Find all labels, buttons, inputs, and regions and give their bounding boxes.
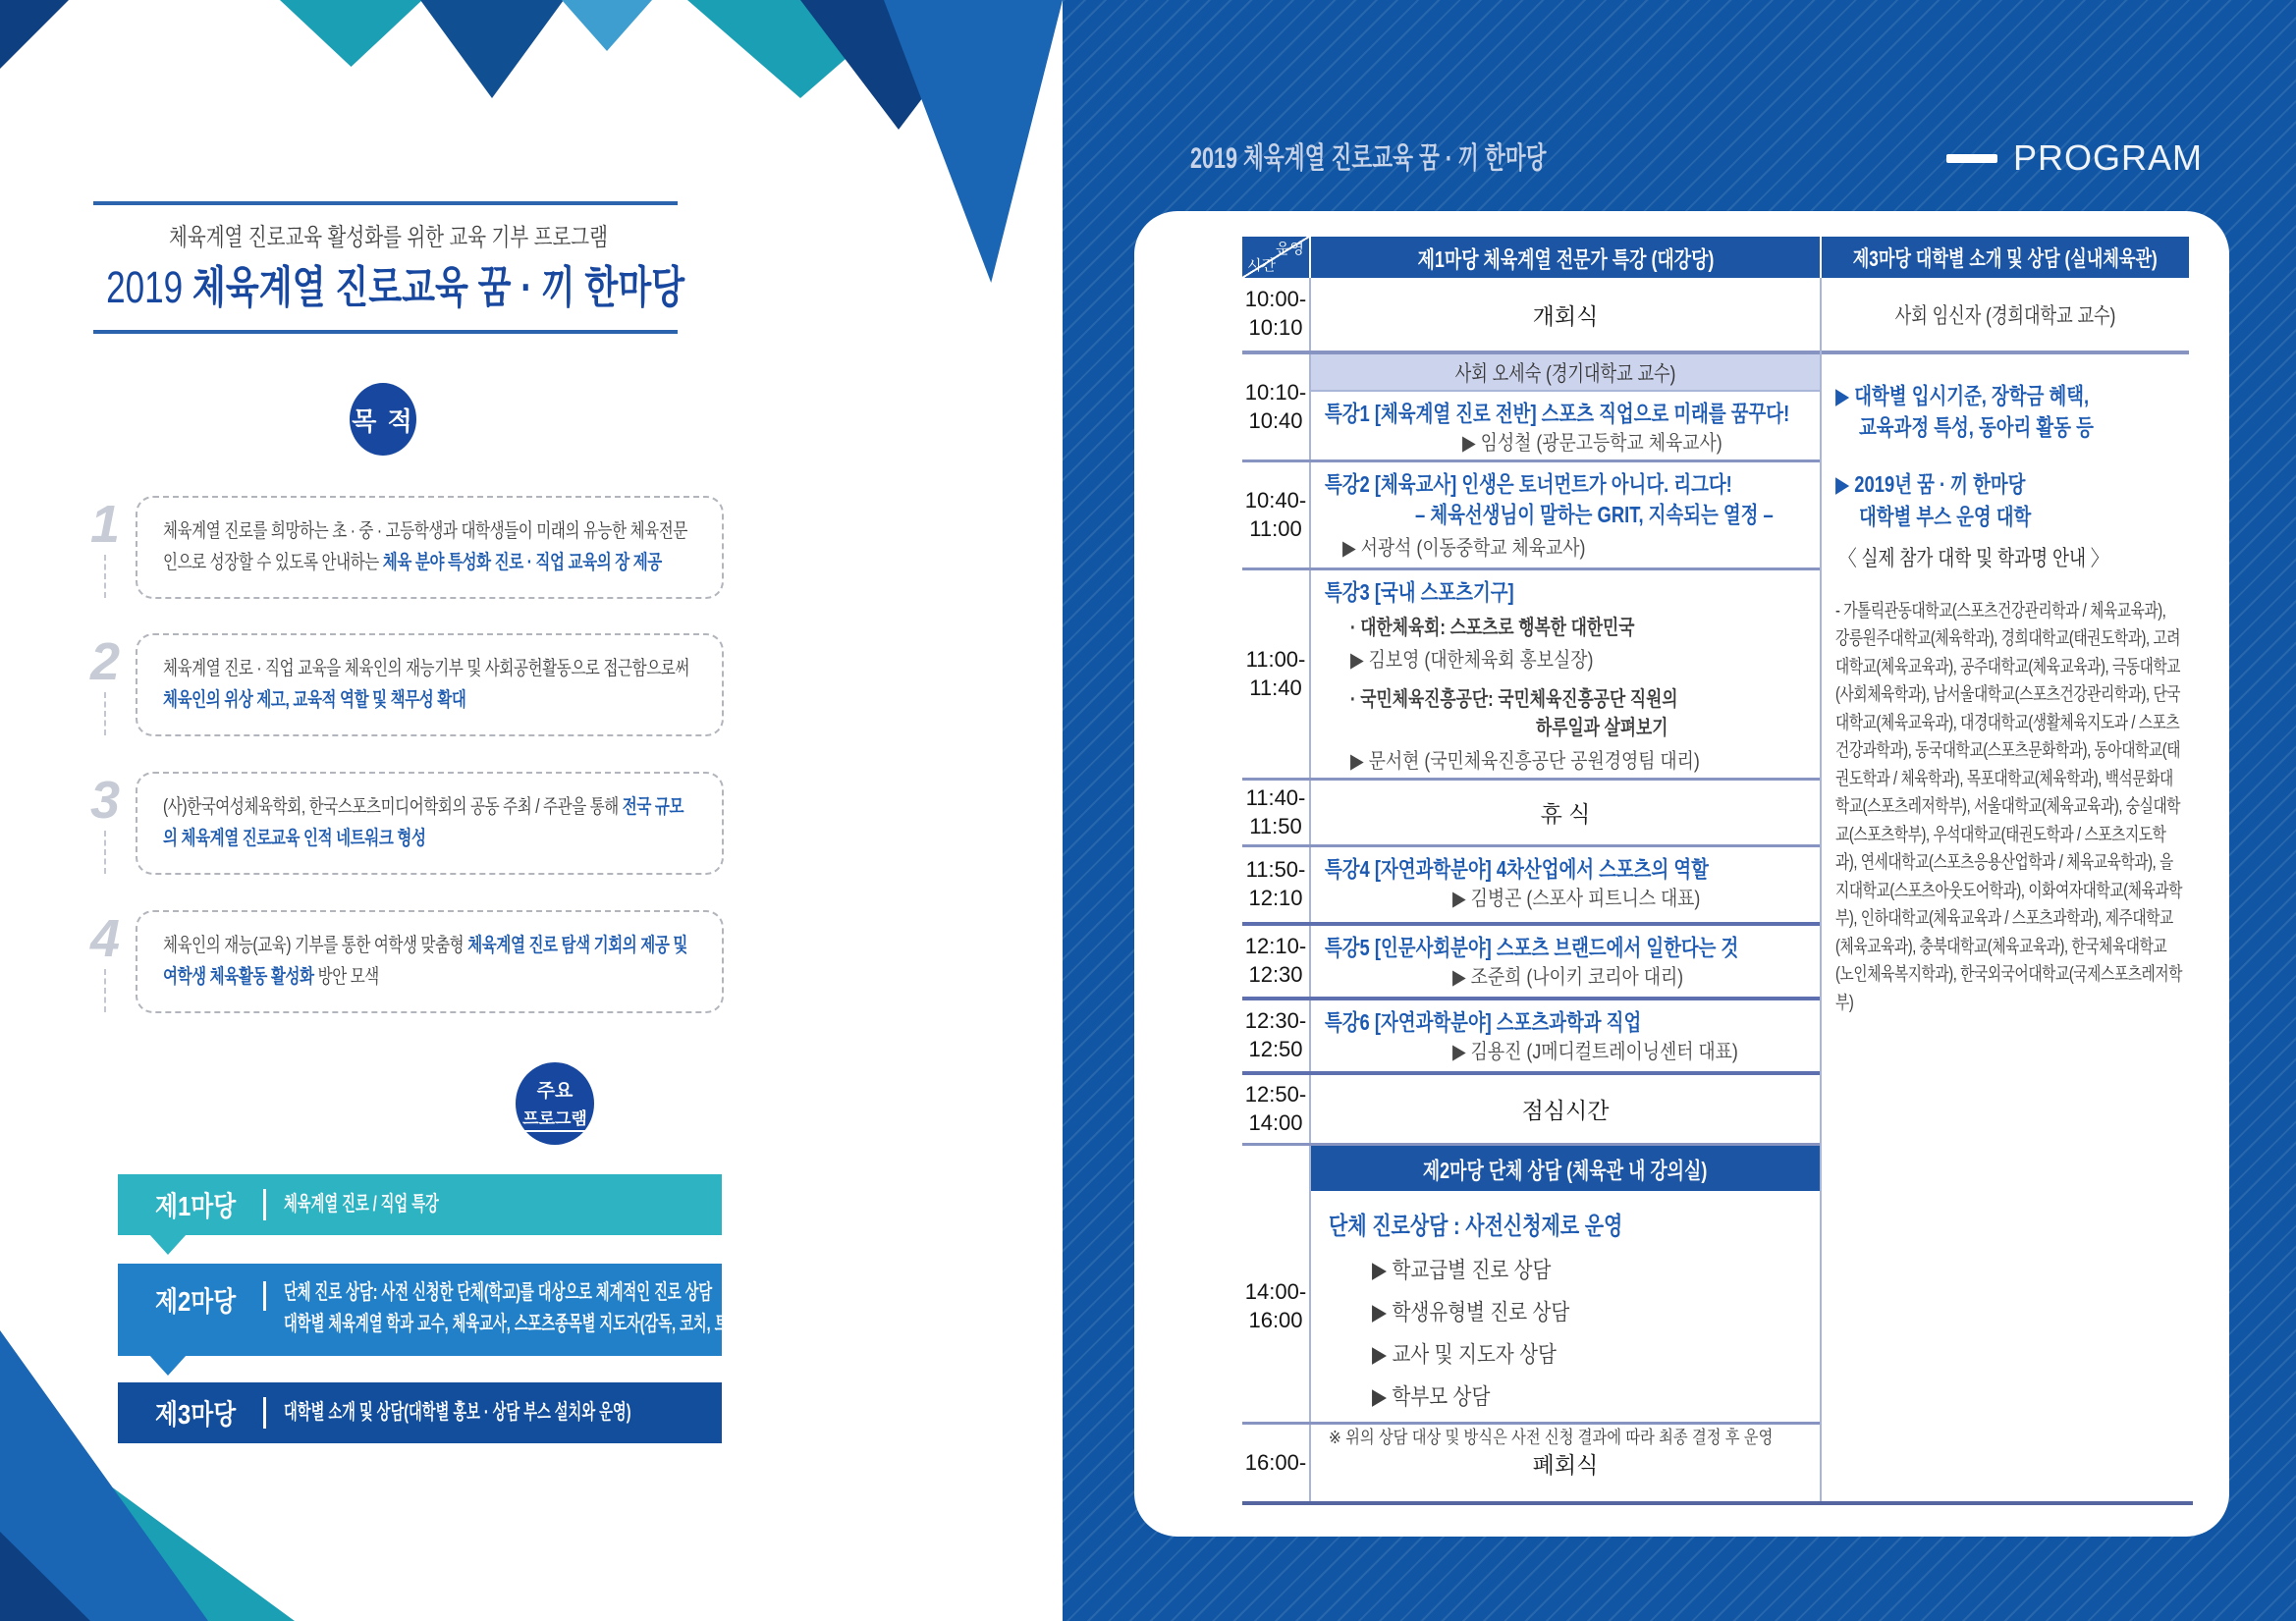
event-text: 폐회식 [1532, 1451, 1599, 1478]
program-bar-desc-line1 [284, 1277, 1029, 1309]
time-text: 10:10 [1248, 315, 1303, 340]
group-counsel-title-text: 단체 진로상담 : 사전신청제로 운영 [1329, 1213, 1623, 1240]
lecture-speaker [1350, 747, 1820, 776]
lecture-bullet-text: · 국민체육진흥공단: 국민체육진흥공단 직원의 [1350, 687, 1678, 711]
program-page-title-text: 2019 체육계열 진로교육 꿈 · 끼 한마당 [1190, 142, 1547, 175]
universities-list: - 가톨릭관동대학교(스포츠건강관리학과 / 체육교육과), 강릉원주대학교(체육학과), 경희대학교(태권도학과), 고려대학교(체육교육과), 공주대학교(체육교육과), 극동대학교(사회체육학과), 남서울대학교(스포츠건강관리학과), 단국대학교(체육교육과), 대경대학교(생활체육지도과 / 스포츠건강과학과), 동국대학교(스포츠문화학과), 동아대학교(태권도학과 / 체육학과), 목포대학교(체육학과), 백석문화대학교(스포츠레저학부), 서울대학교(체육교육과), 숭실대학교(스포츠학부), 우석대학교(태권도학과 / 스포츠지도학과), 연세대학교(스포츠응용산업학과 / 체육교육학과), 을지대학교(스포츠아웃도어학과), 이화여자대학교(체육과학부), 인하대학교(체육교육과 / 스포츠과학과), 제주대학교(체육교육과), 충북대학교(체육교육과), 한국체육대학교(노인체육복지학과), 한국외국어대학교(국제스포츠레저학부) [1835, 600, 2183, 1013]
brochure-subtitle-text: 체육계열 진로교육 활성화를 위한 교육 기부 프로그램 [168, 224, 608, 251]
schedule-table-right [1820, 237, 2189, 1501]
lecture-subtitle-text: – 체육선생님이 말하는 GRIT, 지속되는 열정 – [1415, 502, 1774, 528]
group-counsel-item-text: ▶ 학생유형별 진로 상담 [1372, 1299, 1570, 1324]
lecture-title [1325, 399, 1820, 429]
purpose-text-em: 체육인의 위상 제고, 교육적 역할 및 책무성 확대 [163, 689, 466, 712]
time-text: 16:00 [1248, 1307, 1303, 1332]
program-bar-1 [118, 1174, 722, 1235]
corner-label-bottom: 시간 [1247, 256, 1276, 274]
time-cell [1242, 1425, 1311, 1501]
program-bar-desc-line2 [284, 1309, 1029, 1340]
program-bar-3 [118, 1382, 722, 1443]
dash-icon [1946, 154, 1997, 163]
table-header-row [1242, 237, 1820, 278]
section2-header-text: 제2마당 단체 상담 (체육관 내 강의실) [1423, 1157, 1708, 1183]
program-bar-label [155, 1277, 257, 1320]
lecture-speaker [1452, 963, 1820, 992]
time-cell [1242, 926, 1311, 997]
right-page [1063, 0, 2296, 1621]
info-bullet [1835, 468, 2183, 500]
host-cell [1822, 278, 2189, 354]
bar-divider [263, 1281, 266, 1311]
purpose-item-box [136, 496, 724, 599]
info-bullet-cont [1859, 501, 2183, 532]
group-counsel-note [1329, 1424, 1812, 1449]
purpose-item-4 [90, 910, 724, 1013]
host-text: 사회 임신자 (경희대학교 교수) [1894, 302, 2116, 328]
lecture-title [1325, 854, 1820, 885]
time-cell [1242, 278, 1311, 351]
lecture-subtitle [1415, 500, 1820, 530]
group-counsel-item [1372, 1336, 1812, 1369]
decorative-triangle-royal [420, 0, 564, 98]
info-bullet-text: 대학별 부스 운영 대학 [1859, 503, 2032, 529]
bar-pointer-icon [149, 1355, 187, 1376]
event-cell [1311, 570, 1820, 778]
page-title-year: 2019 [106, 262, 184, 312]
brochure-subtitle [54, 218, 722, 253]
lecture-title-text: 특강3 [국내 스포츠기구] [1325, 579, 1514, 605]
time-text: 12:50- [1244, 1081, 1307, 1107]
event-cell [1311, 926, 1820, 997]
lecture-speaker [1342, 534, 1820, 563]
schedule-row-lunch [1242, 1075, 1820, 1146]
purpose-text-pre: 체육계열 진로를 희망하는 초 · 중 · 고등학생과 대학생들이 미래의 유능한 체육전문인으로 성장할 수 있도록 안내하는 [163, 520, 687, 574]
program-card [1134, 211, 2229, 1537]
purpose-item-text [163, 930, 696, 994]
group-counsel-item-text: ▶ 학부모 상담 [1372, 1383, 1491, 1409]
group-counsel-note-text: ※ 위의 상담 대상 및 방식은 사전 신청 결과에 따라 최종 결정 후 운영 [1329, 1428, 1774, 1447]
schedule-row-opening [1242, 278, 1820, 354]
lecture-title [1325, 1007, 1820, 1038]
time-cell [1242, 354, 1311, 459]
info-bullet-text: ▶ 대학별 입시기준, 장학금 혜택, [1835, 383, 2090, 408]
column-header-universities [1822, 237, 2189, 278]
purpose-item-number: 3 [90, 772, 136, 874]
lecture-speaker-text: ▶ 김보영 (대한체육회 홍보실장) [1350, 649, 1594, 673]
program-bar-desc-text: 대학별 체육계열 학과 교수, 체육교사, 스포츠종목별 지도자(감독, 코치, 트레이너) 등 [284, 1312, 792, 1335]
lecture-speaker-text: ▶ 임성철 (광문고등학교 체육교사) [1462, 432, 1722, 456]
schedule-table [1242, 237, 2193, 1505]
lecture-title-text: 특강6 [자연과학분야] 스포츠과학과 직업 [1325, 1009, 1642, 1035]
program-header-label: PROGRAM [2013, 137, 2204, 178]
time-cell-empty [1242, 1146, 1311, 1191]
time-text: 16:00- [1244, 1449, 1307, 1475]
lecture-title-text: 특강4 [자연과학분야] 4차산업에서 스포츠의 역할 [1325, 856, 1709, 882]
schedule-row-lecture5 [1242, 926, 1820, 1000]
event-cell [1311, 781, 1820, 844]
purpose-item-box [136, 633, 724, 736]
purpose-item-3 [90, 772, 724, 875]
event-cell [1311, 1000, 1820, 1071]
purpose-item-number: 2 [90, 633, 136, 735]
time-text: 10:40 [1248, 407, 1303, 433]
event-cell [1311, 1191, 1820, 1447]
lecture-title-text: 특강1 [체육계열 진로 전반] 스포츠 직업으로 미래를 꿈꾸다! [1325, 401, 1790, 426]
lecture-speaker [1452, 1038, 1820, 1066]
purpose-badge-label: 목 적 [352, 405, 414, 436]
group-counsel-item [1372, 1378, 1812, 1411]
lecture-title [1325, 577, 1820, 608]
time-text: 11:40- [1245, 784, 1306, 810]
purpose-text-em: 전국 규모의 체육계열 진로교육 인적 네트워크 형성 [163, 796, 684, 850]
program-bar-desc [284, 1277, 1029, 1339]
lecture-speaker-text: ▶ 김용진 (J메디컬트레이닝센터 대표) [1452, 1041, 1738, 1064]
purpose-item-number: 4 [90, 910, 136, 1012]
column-header-text: 제1마당 체육계열 전문가 특강 (대강당) [1417, 245, 1714, 272]
column-header-lectures [1311, 237, 1820, 278]
schedule-row-lecture2 [1242, 462, 1820, 570]
page-title-main: 체육계열 진로교육 꿈 · 끼 한마당 [183, 262, 685, 312]
time-text: 11:50- [1245, 857, 1306, 883]
lecture-bullet [1350, 685, 1820, 714]
info-bullet [1835, 380, 2183, 411]
page-title-inner [106, 251, 684, 315]
lecture-bullet-cont [1536, 714, 1820, 742]
program-badge-line2: 프로그램 [522, 1105, 587, 1132]
program-page-title [1190, 134, 1740, 177]
event-cell [1311, 847, 1820, 922]
purpose-text-pre: 체육인의 재능(교육) 기부를 통한 여학생 맞춤형 [163, 935, 468, 956]
time-cell [1242, 1000, 1311, 1071]
schedule-row-band2 [1242, 1146, 1820, 1191]
event-cell [1311, 1075, 1820, 1143]
time-text: 11:00- [1245, 646, 1306, 672]
time-text: 12:30- [1244, 1008, 1307, 1034]
group-counsel-title [1329, 1207, 1812, 1242]
time-corner-cell [1242, 237, 1311, 278]
lecture-speaker-text: ▶ 김병곤 (스포사 피트니스 대표) [1452, 888, 1701, 911]
purpose-text-em: 체육 분야 특성화 진로 · 직업 교육의 장 제공 [382, 552, 662, 574]
schedule-row-lecture3 [1242, 570, 1820, 781]
purpose-item-2 [90, 633, 724, 736]
lecture-title-text: 특강5 [인문사회분야] 스포츠 브랜드에서 일한다는 것 [1325, 935, 1739, 960]
bar-divider [263, 1397, 266, 1429]
time-text: 11:50 [1249, 813, 1302, 838]
purpose-item-1 [90, 496, 724, 599]
program-bar-label-text: 제1마당 [155, 1191, 237, 1221]
info-bullet-text: ▶ 2019년 꿈 · 끼 한마당 [1835, 471, 2026, 498]
purpose-item-text [163, 515, 696, 579]
program-bar-desc [284, 1397, 794, 1429]
event-text: 점심시간 [1521, 1098, 1610, 1123]
purpose-text-post: 방안 모색 [313, 966, 379, 989]
group-counsel-item [1372, 1252, 1812, 1284]
lecture-bullet-text: 하루일과 살펴보기 [1536, 717, 1668, 740]
schedule-row-break [1242, 781, 1820, 847]
time-text: 10:40- [1244, 487, 1307, 513]
event-cell [1311, 278, 1820, 351]
schedule-table-left [1242, 237, 1820, 1501]
program-badge-line1: 주요 [536, 1080, 574, 1102]
lecture-bullet [1350, 614, 1820, 642]
time-cell [1242, 1075, 1311, 1143]
program-bar-desc-text: 대학별 소개 및 상담(대학별 홍보 · 상담 부스 설치와 운영) [284, 1401, 631, 1425]
schedule-row-group-counsel [1242, 1191, 1820, 1447]
purpose-badge [350, 383, 416, 456]
lecture-speaker [1452, 885, 1820, 913]
lecture-speaker-text: ▶ 문서현 (국민체육진흥공단 공원경영팀 대리) [1350, 749, 1700, 773]
time-cell [1242, 1191, 1311, 1422]
lecture-bullet-text: · 대한체육회: 스포츠로 행복한 대한민국 [1350, 617, 1635, 640]
group-counsel-item [1372, 1294, 1812, 1326]
bar-divider [263, 1189, 266, 1220]
decorative-triangle-teal [280, 0, 422, 67]
schedule-row-lecture4 [1242, 847, 1820, 926]
purpose-item-box [136, 772, 724, 875]
universities-column-body [1820, 278, 2189, 1501]
program-bar-desc-text: 단체 진로 상담: 사전 신청한 단체(학교)를 대상으로 체계적인 진로 상담 [284, 1281, 713, 1304]
time-text: 12:10 [1248, 886, 1303, 910]
section2-header [1311, 1146, 1820, 1191]
time-cell [1242, 781, 1311, 844]
time-cell [1242, 847, 1311, 922]
schedule-row-lecture6 [1242, 1000, 1820, 1075]
decorative-triangle-royal2 [884, 0, 1063, 283]
time-text: 14:00- [1244, 1278, 1307, 1304]
schedule-row-lecture1 [1242, 354, 1820, 462]
purpose-item-text [163, 653, 696, 717]
universities-list-caption [1839, 542, 2183, 572]
time-text: 12:50 [1248, 1037, 1303, 1061]
lecture-speaker-text: ▶ 조준희 (나이키 코리아 대리) [1452, 966, 1684, 990]
program-bar-2 [118, 1264, 792, 1356]
host-band [1311, 354, 1820, 392]
time-text: 11:40 [1249, 675, 1302, 700]
time-text: 10:00- [1244, 287, 1307, 312]
time-cell [1242, 462, 1311, 567]
group-counsel-item-text: ▶ 교사 및 지도자 상담 [1372, 1341, 1557, 1367]
event-text: 휴 식 [1540, 801, 1591, 827]
column-header-text: 제3마당 대학별 소개 및 상담 (실내체육관) [1852, 245, 2159, 271]
left-page [0, 0, 1063, 1621]
program-bar-label [155, 1393, 257, 1432]
event-text: 개회식 [1532, 302, 1599, 329]
bar-pointer-icon [149, 1234, 187, 1255]
host-text: 사회 오세숙 (경기대학교 교수) [1454, 360, 1676, 386]
program-bar-desc [284, 1189, 512, 1220]
time-cell [1242, 570, 1311, 778]
time-text: 11:00 [1249, 515, 1302, 541]
time-text: 14:00 [1248, 1109, 1303, 1135]
divider-line-top [93, 201, 678, 205]
decorative-triangle-azure [562, 0, 652, 51]
universities-info-cell [1822, 354, 2189, 1501]
lecture-speaker-text: ▶ 서광석 (이동중학교 체육교사) [1342, 537, 1586, 561]
purpose-text-em: 체육계열 진로 탐색 기회의 제공 및 여학생 체육활동 활성화 [163, 935, 687, 989]
time-text: 10:10- [1244, 379, 1307, 405]
program-header [1946, 137, 2203, 179]
purpose-item-text [163, 791, 696, 855]
purpose-item-box [136, 910, 724, 1013]
program-bar-desc-text: 체육계열 진로 / 직업 특강 [284, 1193, 439, 1216]
universities-list-caption-text: 〈 실제 참가 대학 및 학과명 안내 〉 [1839, 545, 2108, 570]
group-counsel-item-text: ▶ 학교급별 진로 상담 [1372, 1257, 1552, 1282]
info-bullet-text: 교육과정 특성, 동아리 활동 등 [1859, 414, 2094, 441]
lecture-title [1325, 933, 1820, 963]
time-text: 12:10- [1244, 934, 1307, 959]
corner-label-top: 운영 [1276, 241, 1304, 257]
program-bar-label-text: 제2마당 [155, 1286, 237, 1317]
purpose-item-number: 1 [90, 496, 136, 598]
lecture-title [1325, 469, 1820, 500]
main-program-badge [516, 1062, 594, 1145]
time-text: 12:30 [1248, 962, 1303, 987]
decorative-triangle-corner [0, 0, 69, 69]
lecture-speaker [1462, 429, 1820, 458]
event-cell [1311, 462, 1820, 567]
program-bar-label [155, 1185, 257, 1224]
lecture-speaker [1350, 646, 1820, 675]
divider-line-bottom [93, 330, 678, 334]
program-bar-label-text: 제3마당 [155, 1399, 237, 1430]
purpose-text-pre: 체육계열 진로 · 직업 교육을 체육인의 재능기부 및 사회공헌활동으로 접근함으로써 [163, 658, 689, 679]
lecture-block [1311, 392, 1820, 459]
event-cell [1311, 354, 1820, 459]
info-bullet-cont [1859, 411, 2183, 443]
page-title [25, 251, 751, 315]
purpose-text-pre: (사)한국여성체육학회, 한국스포츠미디어학회의 공동 주최 / 주관을 통해 [163, 796, 623, 818]
lecture-title-text: 특강2 [체육교사] 인생은 토너먼트가 아니다. 리그다! [1325, 471, 1732, 497]
